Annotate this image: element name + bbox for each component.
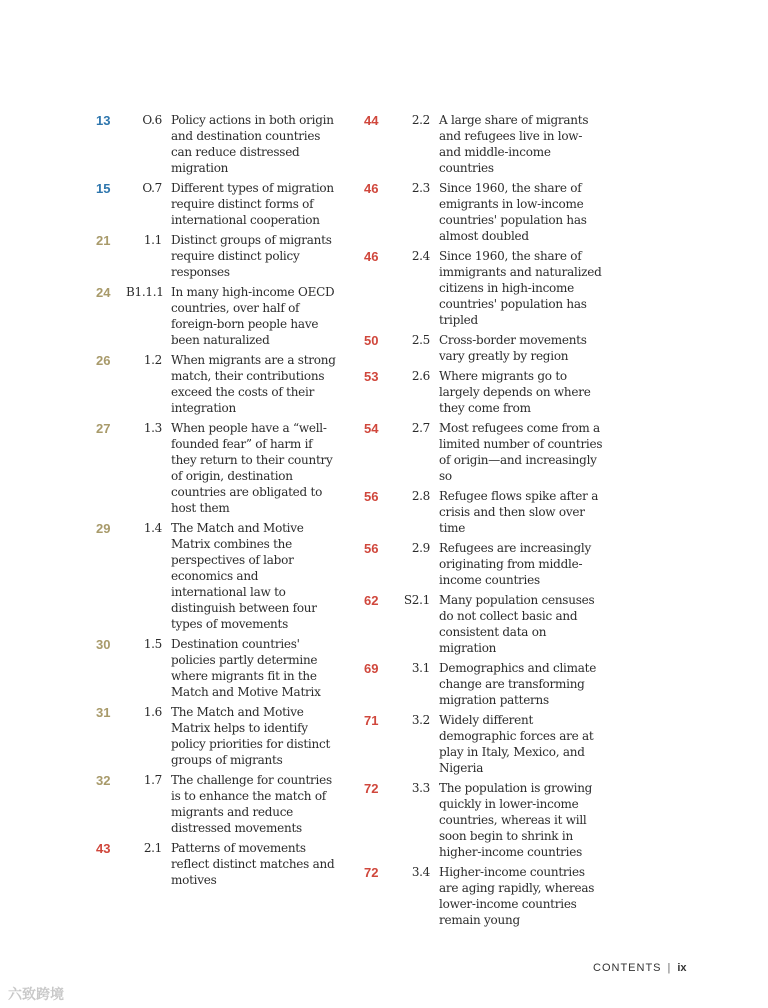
right-column <box>364 112 604 932</box>
entry-figure-number: 3.4 <box>411 865 430 879</box>
entry-title: In many high-income OECD countries, over half of foreign-born people have been naturalized <box>171 285 335 347</box>
entry-title: The Match and Motive Matrix helps to identify policy priorities for distinct groups of migrants <box>171 705 331 767</box>
entry-figure-number: 2.8 <box>411 489 430 503</box>
toc-entry[interactable] <box>364 368 604 416</box>
toc-entry[interactable] <box>364 540 604 588</box>
toc-entry[interactable] <box>364 332 604 364</box>
entry-page-number: 44 <box>364 113 379 128</box>
toc-entry[interactable] <box>364 248 604 328</box>
entry-title: The Match and Motive Matrix combines the perspectives of labor economics and international law to distinguish between four types of movements <box>171 521 317 631</box>
toc-entry[interactable] <box>96 772 336 836</box>
entry-title: Many population censuses do not collect basic and consistent data on migration <box>439 593 595 655</box>
entry-figure-number: 1.6 <box>143 705 162 719</box>
entry-page-number: 31 <box>96 705 111 720</box>
entry-page-number: 53 <box>364 369 379 384</box>
entry-figure-number: 1.5 <box>143 637 162 651</box>
toc-entry[interactable] <box>364 112 604 176</box>
entry-figure-number: 1.2 <box>143 353 162 367</box>
entry-title: Higher-income countries are aging rapidly, whereas lower-income countries remain young <box>439 865 595 927</box>
toc-entry[interactable] <box>96 636 336 700</box>
toc-entry[interactable] <box>96 180 336 228</box>
entry-title: Since 1960, the share of emigrants in low-income countries' population has almost doubled <box>439 181 587 243</box>
entry-page-number: 46 <box>364 249 379 264</box>
entry-page-number: 56 <box>364 541 379 556</box>
entry-title: Since 1960, the share of immigrants and naturalized citizens in high-income countries' population has tripled <box>439 249 602 327</box>
entry-title: Patterns of movements reflect distinct matches and motives <box>171 841 335 887</box>
entry-title: Demographics and climate change are transforming migration patterns <box>439 661 597 707</box>
entry-title: When migrants are a strong match, their contributions exceed the costs of their integration <box>171 353 336 415</box>
entry-title: Refugee flows spike after a crisis and then slow over time <box>439 489 599 535</box>
entry-page-number: 69 <box>364 661 379 676</box>
entry-title: Cross-border movements vary greatly by region <box>439 333 587 363</box>
entry-page-number: 32 <box>96 773 111 788</box>
entry-page-number: 71 <box>364 713 379 728</box>
toc-entry[interactable] <box>96 352 336 416</box>
entry-figure-number: 2.5 <box>411 333 430 347</box>
entry-title: Refugees are increasingly originating from middle-income countries <box>439 541 592 587</box>
footer-page-number: ix <box>677 962 687 974</box>
entry-figure-number: 3.3 <box>411 781 430 795</box>
entry-page-number: 26 <box>96 353 111 368</box>
entry-figure-number: 2.4 <box>411 249 430 263</box>
entry-page-number: 72 <box>364 865 379 880</box>
entry-figure-number: 3.2 <box>411 713 430 727</box>
entry-figure-number: 2.2 <box>411 113 430 127</box>
entry-page-number: 46 <box>364 181 379 196</box>
toc-entry[interactable] <box>364 712 604 776</box>
toc-entry[interactable] <box>364 488 604 536</box>
watermark-logo <box>8 984 64 1004</box>
toc-entry[interactable] <box>96 704 336 768</box>
entry-title: Where migrants go to largely depends on where they come from <box>439 369 591 415</box>
footer-section-label: CONTENTS <box>593 962 662 974</box>
entry-page-number: 62 <box>364 593 379 608</box>
toc-entry[interactable] <box>364 592 604 656</box>
entry-figure-number: 2.6 <box>411 369 430 383</box>
entry-title: Different types of migration require distinct forms of international cooperation <box>171 181 334 227</box>
toc-entry[interactable] <box>364 780 604 860</box>
entry-figure-number: 1.1 <box>143 233 162 247</box>
entry-page-number: 27 <box>96 421 111 436</box>
toc-entry[interactable] <box>364 864 604 928</box>
entry-title: The population is growing quickly in lower-income countries, whereas it will soon begin to shrink in higher-income countries <box>439 781 593 859</box>
toc-entry[interactable] <box>96 840 336 888</box>
entry-page-number: 21 <box>96 233 111 248</box>
toc-entry[interactable] <box>96 284 336 348</box>
watermark-text: 六致跨境 <box>8 987 64 1003</box>
entry-page-number: 29 <box>96 521 111 536</box>
entry-page-number: 24 <box>96 285 111 300</box>
entry-figure-number: O.6 <box>142 113 162 127</box>
toc-entry[interactable] <box>96 112 336 176</box>
toc-entry[interactable] <box>96 420 336 516</box>
toc-entry[interactable] <box>364 660 604 708</box>
toc-entry[interactable] <box>96 232 336 280</box>
entry-title: Destination countries' policies partly determine where migrants fit in the Match and Motive Matrix <box>171 637 321 699</box>
entry-figure-number: 2.9 <box>411 541 430 555</box>
entry-page-number: 72 <box>364 781 379 796</box>
entry-figure-number: O.7 <box>142 181 162 195</box>
entry-figure-number: 2.3 <box>411 181 430 195</box>
entry-figure-number: 1.7 <box>143 773 162 787</box>
entry-figure-number: S2.1 <box>403 593 430 607</box>
entry-page-number: 30 <box>96 637 111 652</box>
entry-title: The challenge for countries is to enhance the match of migrants and reduce distressed movements <box>171 773 332 835</box>
entry-figure-number: 1.3 <box>143 421 162 435</box>
entry-figure-number: 3.1 <box>411 661 430 675</box>
entry-figure-number: B1.1.1 <box>126 285 164 299</box>
entry-page-number: 56 <box>364 489 379 504</box>
entry-title: When people have a “well-founded fear” of harm if they return to their country of origin, destination countries are obligated to host them <box>171 421 333 515</box>
entry-title: A large share of migrants and refugees live in low- and middle-income countries <box>439 113 589 175</box>
toc-entry[interactable] <box>96 520 336 632</box>
left-column <box>96 112 336 892</box>
footer-separator: | <box>667 962 672 974</box>
entry-title: Most refugees come from a limited number of countries of origin—and increasingly so <box>439 421 603 483</box>
entry-figure-number: 2.7 <box>411 421 430 435</box>
entry-page-number: 43 <box>96 841 111 856</box>
entry-figure-number: 1.4 <box>143 521 162 535</box>
entry-title: Policy actions in both origin and destination countries can reduce distressed migration <box>171 113 334 175</box>
page-footer <box>593 962 687 974</box>
entry-figure-number: 2.1 <box>143 841 162 855</box>
entry-page-number: 50 <box>364 333 379 348</box>
entry-title: Widely different demographic forces are at play in Italy, Mexico, and Nigeria <box>439 713 594 775</box>
toc-entry[interactable] <box>364 420 604 484</box>
entry-page-number: 15 <box>96 181 111 196</box>
entry-page-number: 54 <box>364 421 379 436</box>
entry-page-number: 13 <box>96 113 111 128</box>
toc-entry[interactable] <box>364 180 604 244</box>
entry-title: Distinct groups of migrants require distinct policy responses <box>171 233 332 279</box>
